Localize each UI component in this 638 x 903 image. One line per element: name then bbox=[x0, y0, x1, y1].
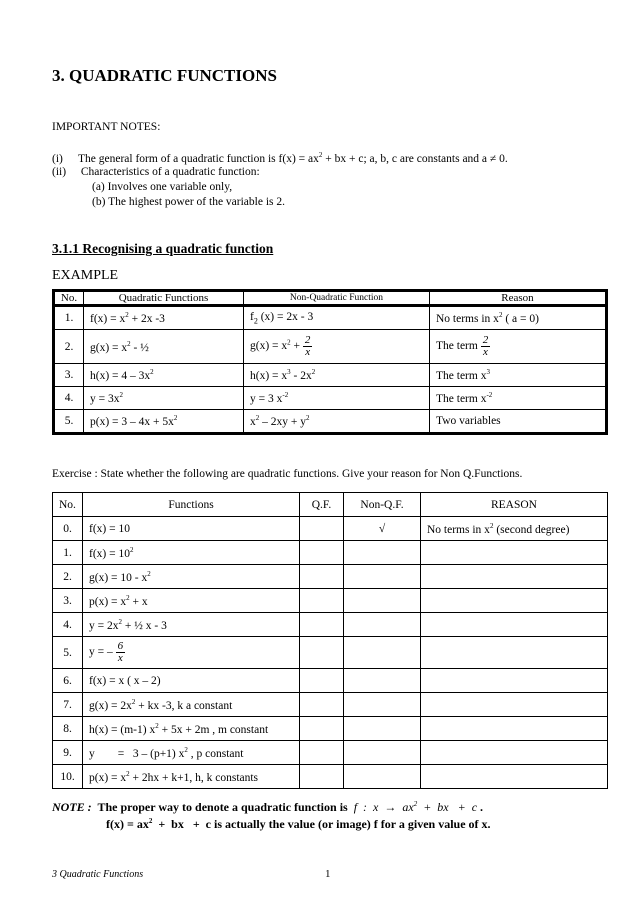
example-label: EXAMPLE bbox=[52, 268, 119, 283]
qf-cell[interactable] bbox=[300, 741, 344, 765]
row-number: 2. bbox=[53, 565, 83, 589]
qf-cell[interactable] bbox=[300, 669, 344, 693]
table-row bbox=[53, 565, 608, 589]
table-header-row bbox=[54, 291, 607, 306]
header-qf: Q.F. bbox=[300, 493, 344, 517]
header-non-qf: Non-Q.F. bbox=[344, 493, 421, 517]
header-no: No. bbox=[54, 291, 84, 306]
function-cell: f(x) = 10 bbox=[83, 517, 300, 541]
table-row bbox=[54, 330, 607, 364]
quadratic-cell: $g(x) = x^2$ - ½ bbox=[84, 330, 244, 364]
section-title: 3.1.1 Recognising a quadratic function bbox=[52, 241, 274, 256]
row-number: 10. bbox=[53, 765, 83, 789]
note-subitem-a: (a) Involves one variable only, bbox=[92, 181, 233, 193]
note-number: (i) bbox=[52, 152, 63, 165]
qf-cell[interactable] bbox=[300, 637, 344, 669]
table-row bbox=[53, 693, 608, 717]
non-qf-cell[interactable] bbox=[344, 693, 421, 717]
quadratic-cell: $f(x) = x^2 + 2x$ -3 bbox=[84, 306, 244, 330]
reason-cell: No terms in $x^2$ ( a = 0) bbox=[430, 306, 607, 330]
row-number: 2. bbox=[54, 330, 84, 364]
quadratic-cell: $y = 3x^2$ bbox=[84, 387, 244, 410]
function-cell: $f(x) = 10^2$ bbox=[83, 541, 300, 565]
note-exponent: 2 bbox=[318, 151, 323, 159]
table-row bbox=[54, 306, 607, 330]
table-row bbox=[54, 410, 607, 434]
exercise-table bbox=[52, 492, 608, 789]
non-qf-cell[interactable] bbox=[344, 589, 421, 613]
non-quadratic-cell: y = 3 $x^{-2}$ bbox=[244, 387, 430, 410]
function-cell: $p(x) = x^2 + x$ bbox=[83, 589, 300, 613]
reason-cell[interactable] bbox=[421, 669, 608, 693]
function-cell: $p(x) = x^2 + 2hx + k+1$, h, k constants bbox=[83, 765, 300, 789]
header-functions: Functions bbox=[83, 493, 300, 517]
row-number: 9. bbox=[53, 741, 83, 765]
row-number: 3. bbox=[53, 589, 83, 613]
table-row bbox=[54, 364, 607, 387]
table-row bbox=[54, 387, 607, 410]
table-row bbox=[53, 765, 608, 789]
qf-cell[interactable] bbox=[300, 517, 344, 541]
page-number: 1 bbox=[325, 868, 331, 880]
table-row bbox=[53, 637, 608, 669]
non-qf-cell[interactable] bbox=[344, 741, 421, 765]
chapter-title: 3. QUADRATIC FUNCTIONS bbox=[52, 66, 277, 85]
qf-cell[interactable] bbox=[300, 565, 344, 589]
non-qf-cell[interactable] bbox=[344, 669, 421, 693]
row-number: 5. bbox=[53, 637, 83, 669]
reason-cell: The term $\frac{2}{x}$ bbox=[430, 330, 607, 364]
reason-cell[interactable] bbox=[421, 765, 608, 789]
reason-cell[interactable] bbox=[421, 541, 608, 565]
non-qf-cell[interactable] bbox=[344, 717, 421, 741]
function-cell: f(x) = x ( x – 2) bbox=[83, 669, 300, 693]
qf-cell[interactable] bbox=[300, 717, 344, 741]
note-text: The general form of a quadratic function is f(x) = ax bbox=[78, 152, 319, 165]
example-table bbox=[52, 289, 608, 435]
non-quadratic-cell: $f_2$ (x) = 2x - 3 bbox=[244, 306, 430, 330]
quadratic-cell: $p(x) = 3 - 4x + 5x^2$ bbox=[84, 410, 244, 434]
quadratic-cell: $h(x) = 4 - 3x^2$ bbox=[84, 364, 244, 387]
row-number: 4. bbox=[54, 387, 84, 410]
row-number: 7. bbox=[53, 693, 83, 717]
qf-cell[interactable] bbox=[300, 541, 344, 565]
reason-cell[interactable] bbox=[421, 637, 608, 669]
note-text: Characteristics of a quadratic function: bbox=[78, 166, 260, 178]
function-cell: $g(x) = 10 - x^2$ bbox=[83, 565, 300, 589]
function-cell: y = 3 – (p+1) $x^2$ , p constant bbox=[83, 741, 300, 765]
qf-cell[interactable] bbox=[300, 765, 344, 789]
footer-chapter: 3 Quadratic Functions bbox=[52, 869, 144, 880]
fraction: $\frac{2}{x}$ bbox=[304, 334, 311, 358]
non-qf-cell[interactable]: √ bbox=[344, 517, 421, 541]
row-number: 8. bbox=[53, 717, 83, 741]
row-number: 4. bbox=[53, 613, 83, 637]
reason-cell[interactable] bbox=[421, 589, 608, 613]
table-row bbox=[53, 517, 608, 541]
header-non-quadratic: Non-Quadratic Function bbox=[244, 291, 430, 306]
row-number: 1. bbox=[54, 306, 84, 330]
reason-cell: The term $x^{-2}$ bbox=[430, 387, 607, 410]
non-qf-cell[interactable] bbox=[344, 541, 421, 565]
row-number: 3. bbox=[54, 364, 84, 387]
qf-cell[interactable] bbox=[300, 613, 344, 637]
fraction: $\frac{6}{x}$ bbox=[117, 640, 124, 664]
non-quadratic-cell: $h(x) = x^3 - 2x^2$ bbox=[244, 364, 430, 387]
table-row bbox=[53, 669, 608, 693]
non-qf-cell[interactable] bbox=[344, 565, 421, 589]
function-cell: h(x) = (m-1) $x^2 + 5x + 2m$ , m constant bbox=[83, 717, 300, 741]
table-row bbox=[53, 741, 608, 765]
reason-cell[interactable] bbox=[421, 717, 608, 741]
header-no: No. bbox=[53, 493, 83, 517]
non-quadratic-cell: $g(x) = x^2$ + $\frac{2}{x}$ bbox=[244, 330, 430, 364]
table-row bbox=[53, 541, 608, 565]
table-header-row bbox=[53, 493, 608, 517]
row-number: 5. bbox=[54, 410, 84, 434]
note-line-1: NOTE : The proper way to denote a quadratic function is f : $x \to ax^2$ + bx + c . bbox=[52, 800, 484, 814]
note-formula: f : $x \to ax^2$ + bx + c bbox=[353, 800, 478, 814]
table-row bbox=[53, 717, 608, 741]
function-cell: $y = 2x^2$ + ½ x - 3 bbox=[83, 613, 300, 637]
header-reason: REASON bbox=[421, 493, 608, 517]
table-row bbox=[53, 613, 608, 637]
function-cell: $g(x) = 2x^2$ + kx -3, k a constant bbox=[83, 693, 300, 717]
qf-cell[interactable] bbox=[300, 589, 344, 613]
note-item-2 bbox=[52, 166, 260, 178]
note-number: (ii) bbox=[52, 166, 67, 178]
header-quadratic: Quadratic Functions bbox=[84, 291, 244, 306]
fraction: $\frac{2}{x}$ bbox=[482, 334, 489, 358]
note-text-end: + bx + c; a, b, c are constants and a ≠ 0. bbox=[322, 152, 508, 165]
table-row bbox=[53, 589, 608, 613]
non-qf-cell[interactable] bbox=[344, 765, 421, 789]
qf-cell[interactable] bbox=[300, 693, 344, 717]
reason-cell[interactable] bbox=[421, 565, 608, 589]
non-qf-cell[interactable] bbox=[344, 613, 421, 637]
reason-cell[interactable] bbox=[421, 613, 608, 637]
reason-cell: Two variables bbox=[430, 410, 607, 434]
note-subitem-b: (b) The highest power of the variable is 2. bbox=[92, 196, 285, 208]
exercise-instruction: Exercise : State whether the following are quadratic functions. Give your reason for Non Q.Functions. bbox=[52, 468, 523, 480]
function-cell: y = – $\frac{6}{x}$ bbox=[83, 637, 300, 669]
header-reason: Reason bbox=[430, 291, 607, 306]
note-line-2: $f(x) = ax^2$ + bx + c is actually the value (or image) f for a given value of x. bbox=[106, 817, 491, 831]
reason-cell: The term $x^3$ bbox=[430, 364, 607, 387]
note-label: NOTE : bbox=[52, 800, 92, 814]
reason-cell[interactable] bbox=[421, 693, 608, 717]
non-qf-cell[interactable] bbox=[344, 637, 421, 669]
reason-cell[interactable] bbox=[421, 741, 608, 765]
row-number: 0. bbox=[53, 517, 83, 541]
row-number: 6. bbox=[53, 669, 83, 693]
note-item-1 bbox=[52, 151, 508, 165]
non-quadratic-cell: $x^2 - 2xy + y^2$ bbox=[244, 410, 430, 434]
row-number: 1. bbox=[53, 541, 83, 565]
reason-cell[interactable]: No terms in $x^2$ (second degree) bbox=[421, 517, 608, 541]
notes-heading: IMPORTANT NOTES: bbox=[52, 121, 161, 133]
